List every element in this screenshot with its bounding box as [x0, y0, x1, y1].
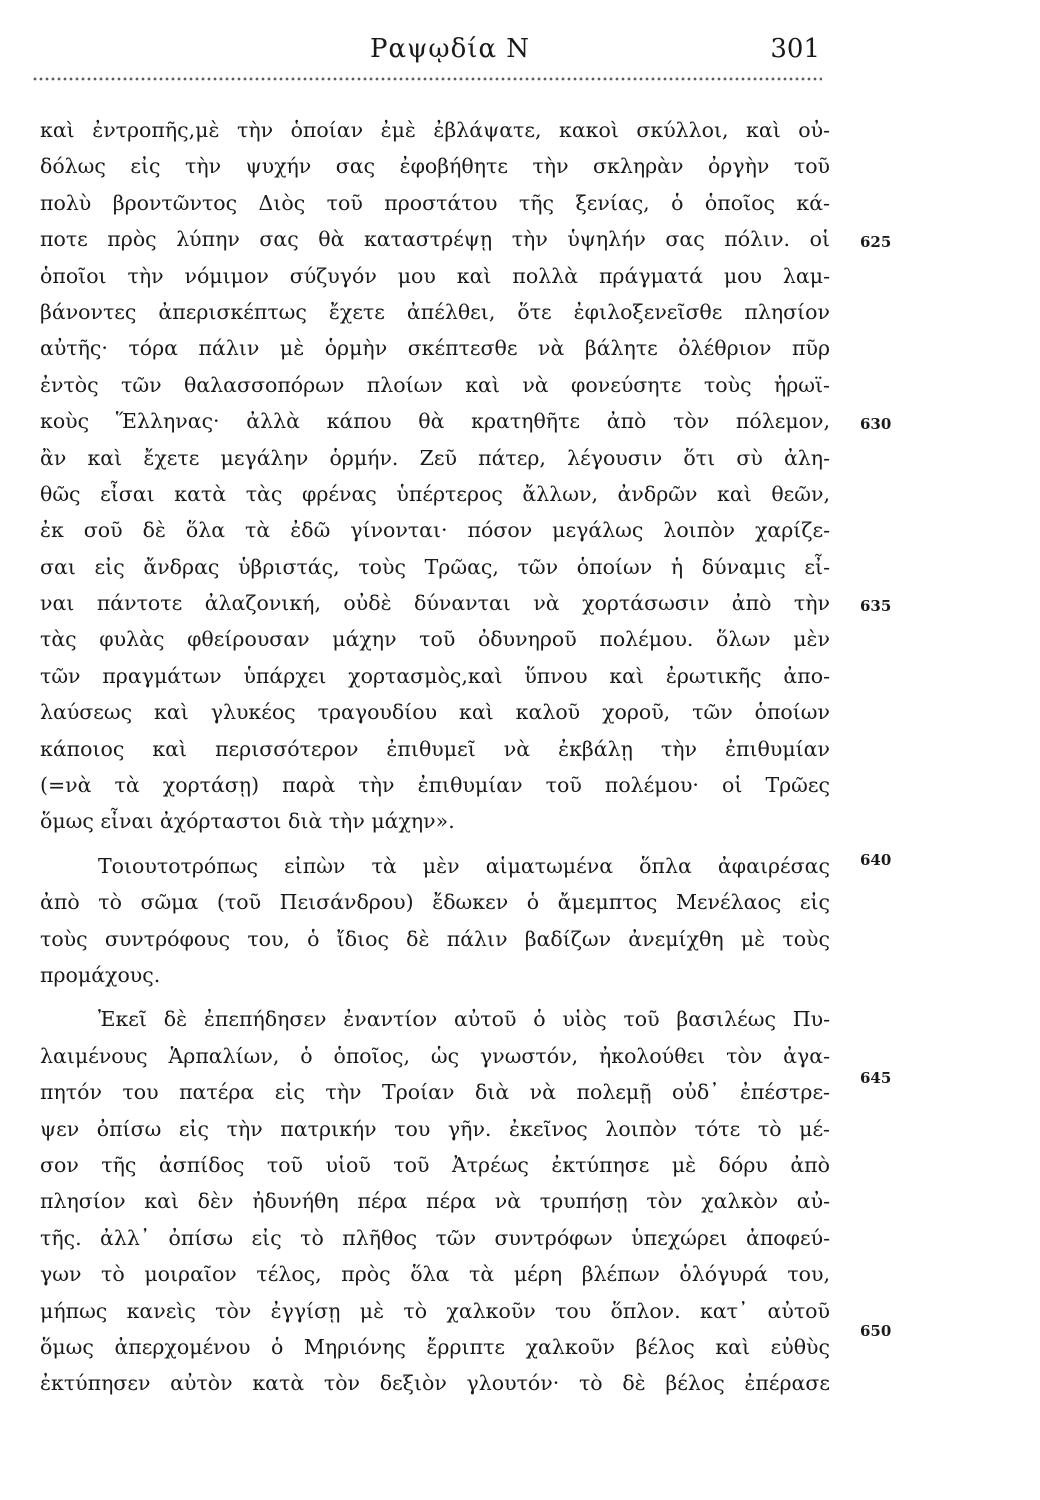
paragraph-2: [40, 848, 830, 994]
text-line: γων τὸ μοιραῖον τέλος, πρὸς ὅλα τὰ μέρη βλέπων ὁλόγυρά του,: [40, 1262, 830, 1287]
text-line: βάνοντες ἀπερισκέπτως ἔχετε ἀπέλθει, ὅτε ἐφιλοξενεῖσθε πλησίον: [40, 299, 830, 324]
text-line: λαιμένους Ἁρπαλίων, ὁ ὁποῖος, ὡς γνωστόν, ἠκολούθει τὸν ἀγα-: [40, 1043, 830, 1068]
text-line: κοὺς Ἕλληνας· ἀλλὰ κάπου θὰ κρατηθῆτε ἀπὸ τὸν πόλεμον,: [40, 409, 830, 434]
paragraph-3: [40, 1001, 830, 1401]
text-line: μήπως κανεὶς τὸν ἐγγίσῃ μὲ τὸ χαλκοῦν του ὅπλον. κατ᾽ αὐτοῦ: [40, 1298, 830, 1323]
text-line: ὅμως ἀπερχομένου ὁ Μηριόνης ἔρριπτε χαλκοῦν βέλος καὶ εὐθὺς: [40, 1334, 830, 1359]
text-line: λαύσεως καὶ γλυκέος τραγουδίου καὶ καλοῦ χοροῦ, τῶν ὁποίων: [40, 700, 830, 725]
margin-line-number: 645: [860, 1069, 892, 1087]
text-line: πολὺ βροντῶντος Διὸς τοῦ προστάτου τῆς ξενίας, ὁ ὁποῖος κά-: [40, 190, 830, 215]
margin-line-number: 625: [860, 233, 892, 251]
text-line: καὶ ἐντροπῆς,μὲ τὴν ὁποίαν ἐμὲ ἐβλάψατε, κακοὶ σκύλλοι, καὶ οὐ-: [40, 118, 830, 142]
margin-line-number: 630: [860, 415, 892, 433]
text-line: ἂν καὶ ἔχετε μεγάλην ὁρμήν. Ζεῦ πάτερ, λέγουσιν ὅτι σὺ ἀλη-: [40, 445, 830, 470]
text-line: ἐκτύπησεν αὐτὸν κατὰ τὸν δεξιὸν γλουτόν· τὸ δὲ βέλος ἐπέρασε: [40, 1371, 830, 1396]
text-line: ποτε πρὸς λύπην σας θὰ καταστρέψῃ τὴν ὑψηλήν σας πόλιν. οἱ: [40, 227, 830, 252]
margin-line-number: 635: [860, 597, 892, 615]
text-line: ἐκ σοῦ δὲ ὅλα τὰ ἐδῶ γίνονται· πόσον μεγάλως λοιπὸν χαρίζε-: [40, 518, 830, 543]
text-line: ὅμως εἶναι ἀχόρταστοι διὰ τὴν μάχην».: [40, 809, 455, 834]
running-title: Ραψῳδία Ν: [369, 34, 531, 64]
page-number: 301: [770, 34, 820, 64]
text-line: ναι πάντοτε ἀλαζονική, οὐδὲ δύνανται νὰ χορτάσωσιν ἀπὸ τὴν: [40, 591, 830, 616]
text-line: τῶν πραγμάτων ὑπάρχει χορτασμὸς,καὶ ὕπνου καὶ ἐρωτικῆς ἀπο-: [40, 663, 830, 688]
body-text: [40, 112, 830, 1402]
text-line: αὐτῆς· τόρα πάλιν μὲ ὁρμὴν σκέπτεσθε νὰ βάλητε ὀλέθριον πῦρ: [40, 336, 830, 361]
text-line: Τοιουτοτρόπως εἰπὼν τὰ μὲν αἱματωμένα ὅπλα ἀφαιρέσας: [98, 853, 830, 878]
text-line: ἐντὸς τῶν θαλασσοπόρων πλοίων καὶ νὰ φονεύσητε τοὺς ἡρωϊ-: [40, 372, 830, 397]
paragraph-1: [40, 112, 830, 840]
header-rule: [32, 74, 822, 84]
margin-line-number: 640: [860, 851, 892, 869]
text-line: ἀπὸ τὸ σῶμα (τοῦ Πεισάνδρου) ἔδωκεν ὁ ἄμεμπτος Μενέλαος εἰς: [40, 890, 830, 915]
text-line: τῆς. ἀλλ᾽ ὀπίσω εἰς τὸ πλῆθος τῶν συντρόφων ὑπεχώρει ἀποφεύ-: [40, 1225, 830, 1250]
margin-line-number: 650: [860, 1322, 892, 1340]
text-line: ψεν ὀπίσω εἰς τὴν πατρικήν του γῆν. ἐκεῖνος λοιπὸν τότε τὸ μέ-: [40, 1116, 830, 1141]
text-line: δόλως εἰς τὴν ψυχήν σας ἐφοβήθητε τὴν σκληρὰν ὀργὴν τοῦ: [40, 154, 830, 179]
text-line: θῶς εἶσαι κατὰ τὰς φρένας ὑπέρτερος ἄλλων, ἀνδρῶν καὶ θεῶν,: [40, 481, 830, 506]
text-line: προμάχους.: [40, 962, 161, 987]
text-line: Ἐκεῖ δὲ ἐπεπήδησεν ἐναντίον αὐτοῦ ὁ υἱὸς τοῦ βασιλέως Πυ-: [98, 1007, 830, 1032]
text-line: σον τῆς ἀσπίδος τοῦ υἱοῦ τοῦ Ἀτρέως ἐκτύπησε μὲ δόρυ ἀπὸ: [40, 1152, 830, 1177]
text-line: πλησίον καὶ δὲν ἠδυνήθη πέρα πέρα νὰ τρυπήσῃ τὸν χαλκὸν αὐ-: [40, 1189, 830, 1214]
text-line: ὁποῖοι τὴν νόμιμον σύζυγόν μου καὶ πολλὰ πράγματά μου λαμ-: [40, 263, 830, 288]
text-line: σαι εἰς ἄνδρας ὑβριστάς, τοὺς Τρῶας, τῶν ὁποίων ἡ δύναμις εἶ-: [40, 554, 830, 579]
text-line: (=νὰ τὰ χορτάσῃ) παρὰ τὴν ἐπιθυμίαν τοῦ πολέμου· οἱ Τρῶες: [40, 773, 830, 798]
text-line: τοὺς συντρόφους του, ὁ ἴδιος δὲ πάλιν βαδίζων ἀνεμίχθη μὲ τοὺς: [40, 926, 830, 951]
text-line: κάποιος καὶ περισσότερον ἐπιθυμεῖ νὰ ἐκβάλῃ τὴν ἐπιθυμίαν: [40, 736, 830, 761]
text-line: πητόν του πατέρα εἰς τὴν Τροίαν διὰ νὰ πολεμῇ οὐδ᾽ ἐπέστρε-: [40, 1080, 830, 1105]
text-line: τὰς φυλὰς φθείρουσαν μάχην τοῦ ὀδυνηροῦ πολέμου. ὅλων μὲν: [40, 627, 830, 652]
